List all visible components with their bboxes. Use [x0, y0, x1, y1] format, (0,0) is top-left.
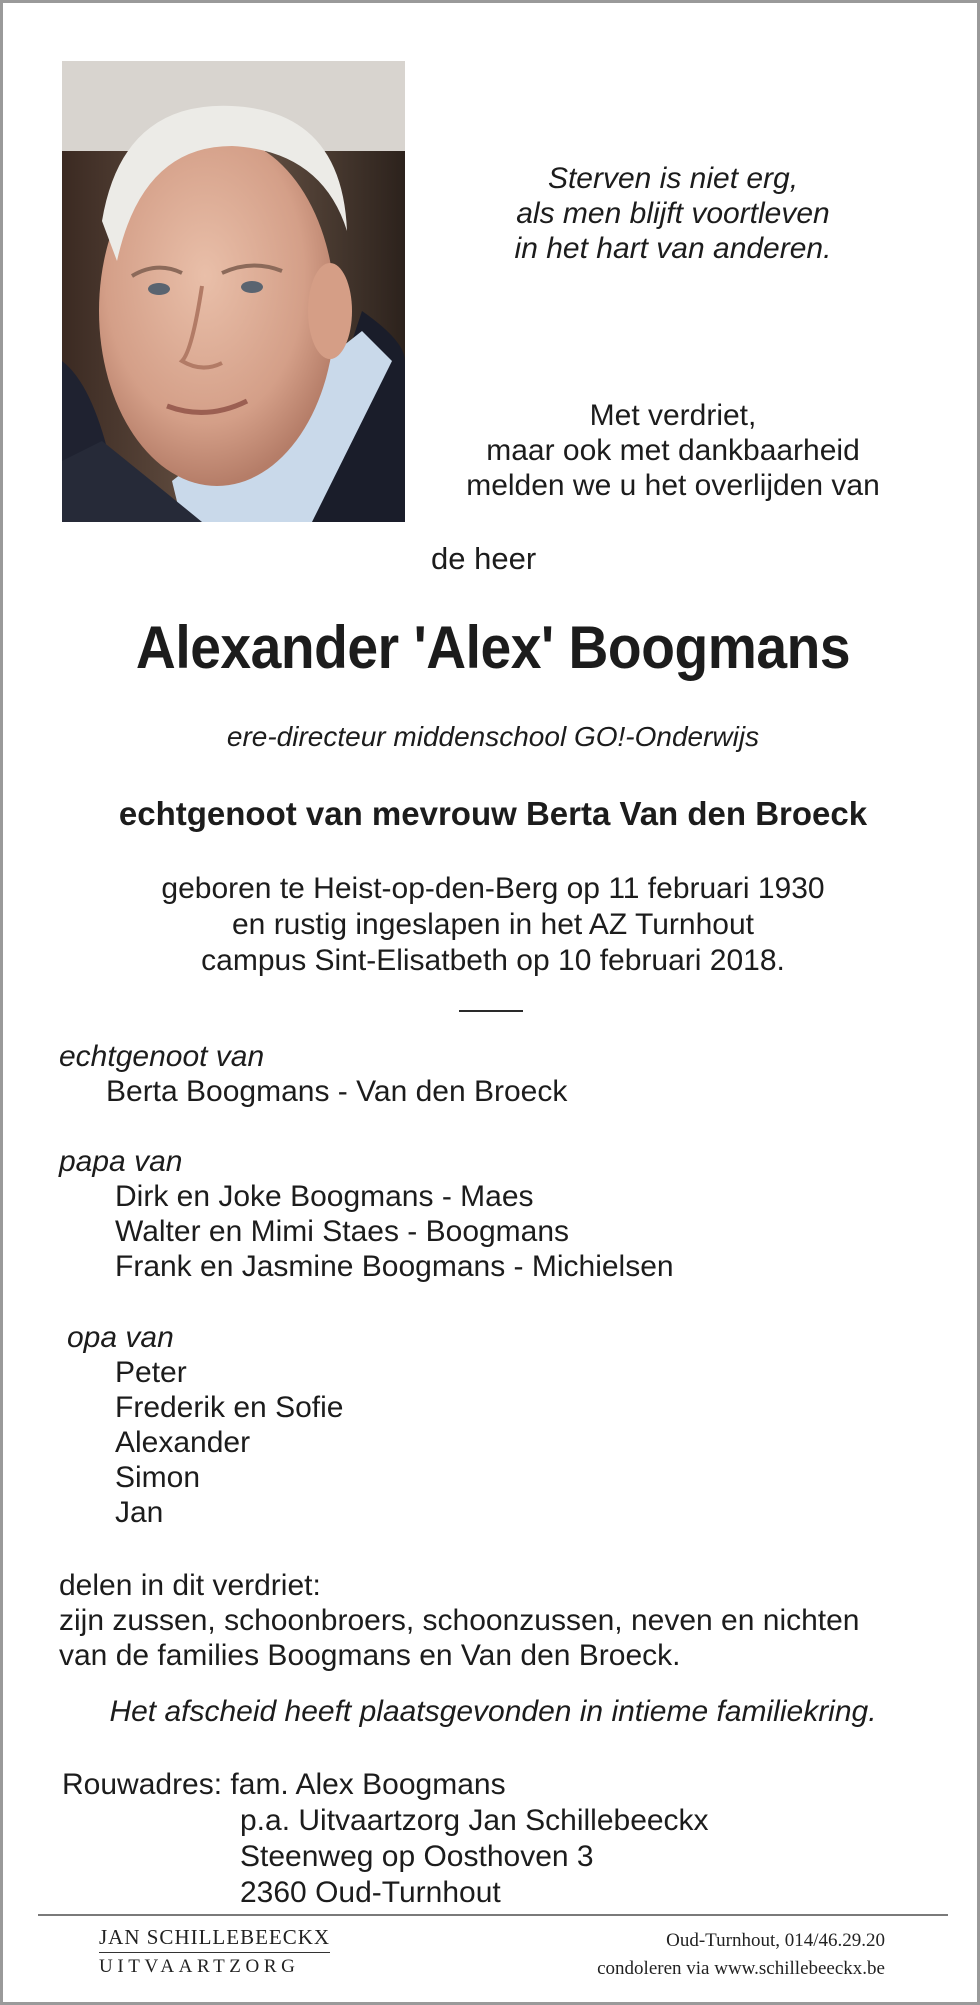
address-line: Steenweg op Oosthoven 3: [240, 1840, 594, 1873]
divider: [459, 1010, 523, 1012]
mourning-address: [62, 1767, 709, 1911]
footer-divider: [38, 1914, 948, 1916]
family-member: Berta Boogmans - Van den Broeck: [106, 1075, 568, 1108]
announcement-line: melden we u het overlijden van: [466, 469, 880, 502]
spouse-line: echtgenoot van mevrouw Berta Van den Broeck: [118, 795, 868, 832]
section-heading: papa van: [59, 1145, 183, 1178]
section-heading: echtgenoot van: [59, 1040, 265, 1073]
section-heading: delen in dit verdriet:: [59, 1569, 321, 1602]
address-label: Rouwadres:: [62, 1768, 223, 1801]
family-member: Dirk en Joke Boogmans - Maes: [115, 1180, 534, 1213]
family-member: Simon: [115, 1461, 201, 1494]
quote-line: in het hart van anderen.: [514, 232, 832, 265]
address-line: p.a. Uitvaartzorg Jan Schillebeeckx: [240, 1804, 709, 1837]
family-member: Frederik en Sofie: [115, 1391, 344, 1424]
birth-death-line: en rustig ingeslapen in het AZ Turnhout: [231, 908, 754, 941]
family-children-section: [59, 1144, 674, 1284]
address-line: fam. Alex Boogmans: [230, 1768, 506, 1801]
shared-grief-section: [59, 1568, 860, 1673]
address-line: 2360 Oud-Turnhout: [240, 1876, 501, 1909]
section-heading: opa van: [67, 1321, 174, 1354]
logo-subtitle: UITVAARTZORG: [99, 1956, 300, 1977]
logo-name: JAN SCHILLEBEECKX: [99, 1925, 330, 1953]
shared-grief-line: van de families Boogmans en Van den Broeck.: [59, 1639, 681, 1672]
family-spouse-section: [59, 1039, 567, 1109]
memorial-quote: [463, 161, 883, 266]
contact-phone: Oud-Turnhout, 014/46.29.20: [666, 1930, 885, 1951]
deceased-title: ere-directeur middenschool GO!-Onderwijs: [226, 721, 760, 752]
contact-website: condoleren via www.schillebeeckx.be: [597, 1958, 885, 1979]
funeral-home-contact: [463, 1927, 885, 1983]
shared-grief-line: zijn zussen, schoonbroers, schoonzussen, neven en nichten: [59, 1604, 860, 1637]
deceased-name: Alexander 'Alex' Boogmans: [135, 614, 851, 681]
farewell-note: Het afscheid heeft plaatsgevonden in intieme familiekring.: [109, 1695, 877, 1728]
funeral-home-logo: [99, 1925, 330, 1978]
family-member: Walter en Mimi Staes - Boogmans: [115, 1215, 570, 1248]
announcement: [423, 398, 923, 503]
announcement-line: Met verdriet,: [589, 399, 757, 432]
birth-death-details: [3, 871, 980, 979]
family-member: Alexander: [115, 1426, 251, 1459]
birth-death-line: geboren te Heist-op-den-Berg op 11 februari 1930: [161, 872, 825, 905]
announcement-line: maar ook met dankbaarheid: [486, 434, 860, 467]
family-member: Frank en Jasmine Boogmans - Michielsen: [115, 1250, 674, 1283]
quote-line: als men blijft voortleven: [516, 197, 830, 230]
portrait-photo: [62, 61, 405, 522]
family-member: Jan: [115, 1496, 164, 1529]
family-member: Peter: [115, 1356, 187, 1389]
quote-line: Sterven is niet erg,: [547, 162, 799, 195]
birth-death-line: campus Sint-Elisatbeth op 10 februari 2018.: [201, 944, 785, 977]
honorific: de heer: [431, 541, 537, 576]
family-grandchildren-section: [67, 1320, 343, 1530]
